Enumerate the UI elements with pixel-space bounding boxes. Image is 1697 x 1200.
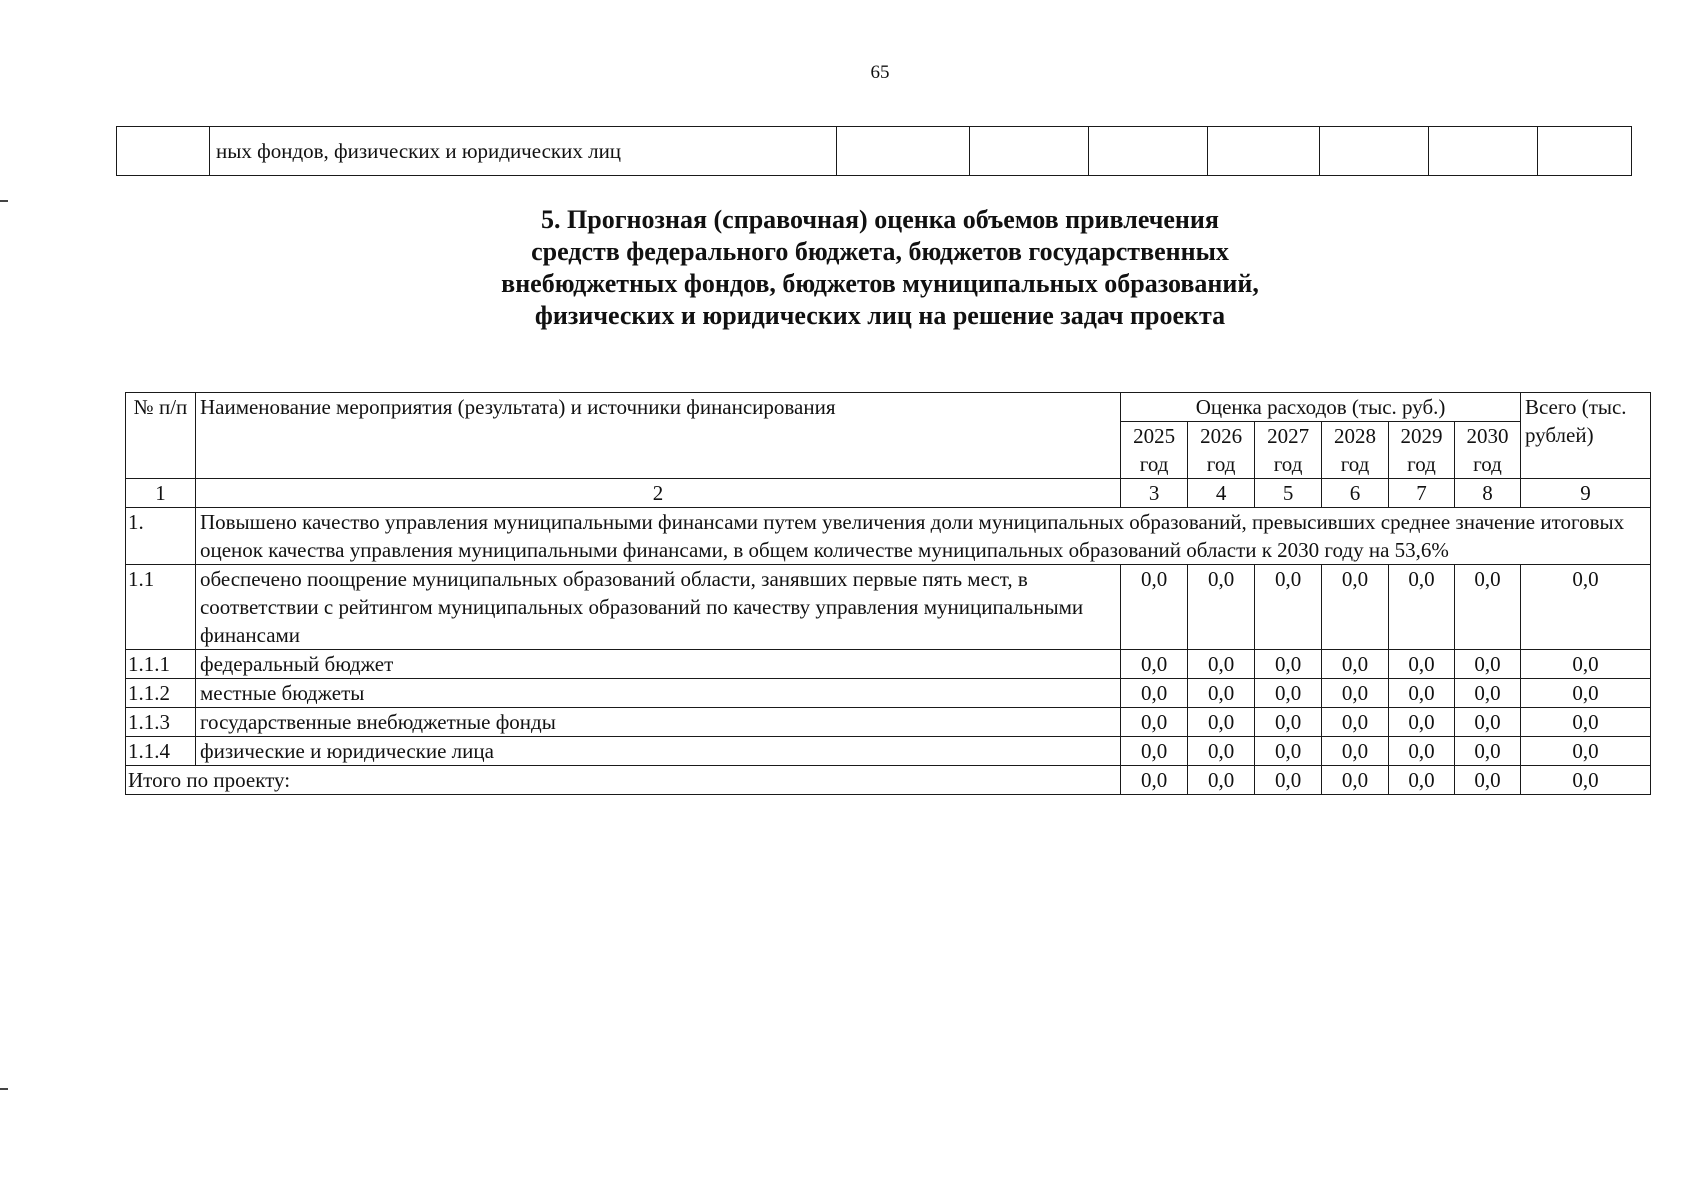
- continuation-table: [116, 126, 1632, 176]
- row-value: 0,0: [1121, 650, 1188, 679]
- row-value: 0,0: [1255, 679, 1322, 708]
- row-value: 0,0: [1255, 565, 1322, 650]
- row-value: 0,0: [1389, 737, 1455, 766]
- table-row: [126, 565, 1651, 650]
- column-number: 3: [1121, 479, 1188, 508]
- row-num: 1.1.1: [126, 650, 196, 679]
- row-value: 0,0: [1255, 737, 1322, 766]
- row-total: 0,0: [1520, 650, 1650, 679]
- row-value: 0,0: [1255, 650, 1322, 679]
- total-value: 0,0: [1255, 766, 1322, 795]
- header-name: Наименование мероприятия (результата) и источники финансирования: [195, 393, 1120, 479]
- column-numbers-row: [126, 479, 1651, 508]
- row-value: 0,0: [1188, 565, 1255, 650]
- row-value: 0,0: [1188, 650, 1255, 679]
- goal-row: [126, 508, 1651, 565]
- goal-text: Повышено качество управления муниципальными финансами путем увеличения доли муниципальных образований, превысивших среднее значение итоговых оценок качества управления муниципальными финансами, в общем количестве муниципальных образований области к 2030 году на 53,6%: [195, 508, 1650, 565]
- continuation-cell: [1429, 127, 1538, 176]
- header-estimate: Оценка расходов (тыс. руб.): [1121, 393, 1521, 422]
- column-number: 1: [126, 479, 196, 508]
- column-number: 8: [1454, 479, 1520, 508]
- row-num: 1.1.3: [126, 708, 196, 737]
- row-num: 1.1.2: [126, 679, 196, 708]
- row-name: физические и юридические лица: [195, 737, 1120, 766]
- continuation-cell: [1089, 127, 1208, 176]
- table-row: [126, 650, 1651, 679]
- header-year: 2027 год: [1255, 422, 1322, 479]
- row-total: 0,0: [1520, 737, 1650, 766]
- column-number: 5: [1255, 479, 1322, 508]
- total-row: [126, 766, 1651, 795]
- row-value: 0,0: [1454, 650, 1520, 679]
- table-row: [126, 708, 1651, 737]
- row-value: 0,0: [1454, 565, 1520, 650]
- row-value: 0,0: [1454, 737, 1520, 766]
- row-value: 0,0: [1322, 565, 1389, 650]
- row-value: 0,0: [1389, 565, 1455, 650]
- header-year: 2029 год: [1389, 422, 1455, 479]
- row-value: 0,0: [1121, 565, 1188, 650]
- header-row: [126, 393, 1651, 422]
- total-value: 0,0: [1121, 766, 1188, 795]
- header-num: № п/п: [126, 393, 196, 479]
- table-row: [126, 679, 1651, 708]
- page-number: 65: [870, 62, 890, 83]
- section-title-line: внебюджетных фондов, бюджетов муниципальных образований,: [501, 269, 1259, 298]
- header-total: Всего (тыс. рублей): [1520, 393, 1650, 479]
- row-name: местные бюджеты: [195, 679, 1120, 708]
- row-total: 0,0: [1520, 679, 1650, 708]
- row-value: 0,0: [1389, 650, 1455, 679]
- section-title-line: средств федерального бюджета, бюджетов государственных: [531, 237, 1229, 266]
- row-name: обеспечено поощрение муниципальных образований области, занявших первые пять мест, в соответствии с рейтингом муниципальных образований по качеству управления муниципальными финансами: [195, 565, 1120, 650]
- row-total: 0,0: [1520, 708, 1650, 737]
- row-value: 0,0: [1188, 737, 1255, 766]
- section-title: [380, 204, 1380, 332]
- row-value: 0,0: [1322, 650, 1389, 679]
- total-grand: 0,0: [1520, 766, 1650, 795]
- row-value: 0,0: [1389, 679, 1455, 708]
- row-num: 1.1: [126, 565, 196, 650]
- row-value: 0,0: [1121, 708, 1188, 737]
- row-value: 0,0: [1322, 737, 1389, 766]
- continuation-cell: [1320, 127, 1429, 176]
- header-year: 2030 год: [1454, 422, 1520, 479]
- total-label: Итого по проекту:: [126, 766, 1121, 795]
- row-value: 0,0: [1322, 708, 1389, 737]
- row-value: 0,0: [1322, 679, 1389, 708]
- total-value: 0,0: [1188, 766, 1255, 795]
- row-value: 0,0: [1255, 708, 1322, 737]
- row-num: 1.1.4: [126, 737, 196, 766]
- row-value: 0,0: [1121, 737, 1188, 766]
- table-row: [126, 737, 1651, 766]
- section-title-line: 5. Прогнозная (справочная) оценка объемов привлечения: [541, 205, 1219, 234]
- continuation-cell-text: ных фондов, физических и юридических лиц: [210, 127, 837, 176]
- continuation-cell: [1208, 127, 1320, 176]
- row-name: государственные внебюджетные фонды: [195, 708, 1120, 737]
- section-title-line: физических и юридических лиц на решение задач проекта: [534, 301, 1226, 330]
- header-year: 2025 год: [1121, 422, 1188, 479]
- row-value: 0,0: [1389, 708, 1455, 737]
- row-value: 0,0: [1188, 679, 1255, 708]
- header-year: 2028 год: [1322, 422, 1389, 479]
- scan-margin-mark: [0, 1088, 8, 1090]
- scan-margin-mark: [0, 200, 8, 202]
- column-number: 9: [1520, 479, 1650, 508]
- goal-num: 1.: [126, 508, 196, 565]
- column-number: 7: [1389, 479, 1455, 508]
- row-total: 0,0: [1520, 565, 1650, 650]
- row-name: федеральный бюджет: [195, 650, 1120, 679]
- continuation-cell-num: [117, 127, 210, 176]
- row-value: 0,0: [1121, 679, 1188, 708]
- row-value: 0,0: [1454, 679, 1520, 708]
- column-number: 4: [1188, 479, 1255, 508]
- total-value: 0,0: [1322, 766, 1389, 795]
- financing-table: [125, 392, 1651, 795]
- column-number: 2: [195, 479, 1120, 508]
- row-value: 0,0: [1454, 708, 1520, 737]
- row-value: 0,0: [1188, 708, 1255, 737]
- continuation-cell: [970, 127, 1089, 176]
- total-value: 0,0: [1454, 766, 1520, 795]
- header-year: 2026 год: [1188, 422, 1255, 479]
- continuation-cell: [1538, 127, 1632, 176]
- continuation-cell: [837, 127, 970, 176]
- total-value: 0,0: [1389, 766, 1455, 795]
- column-number: 6: [1322, 479, 1389, 508]
- continuation-row: [117, 127, 1632, 176]
